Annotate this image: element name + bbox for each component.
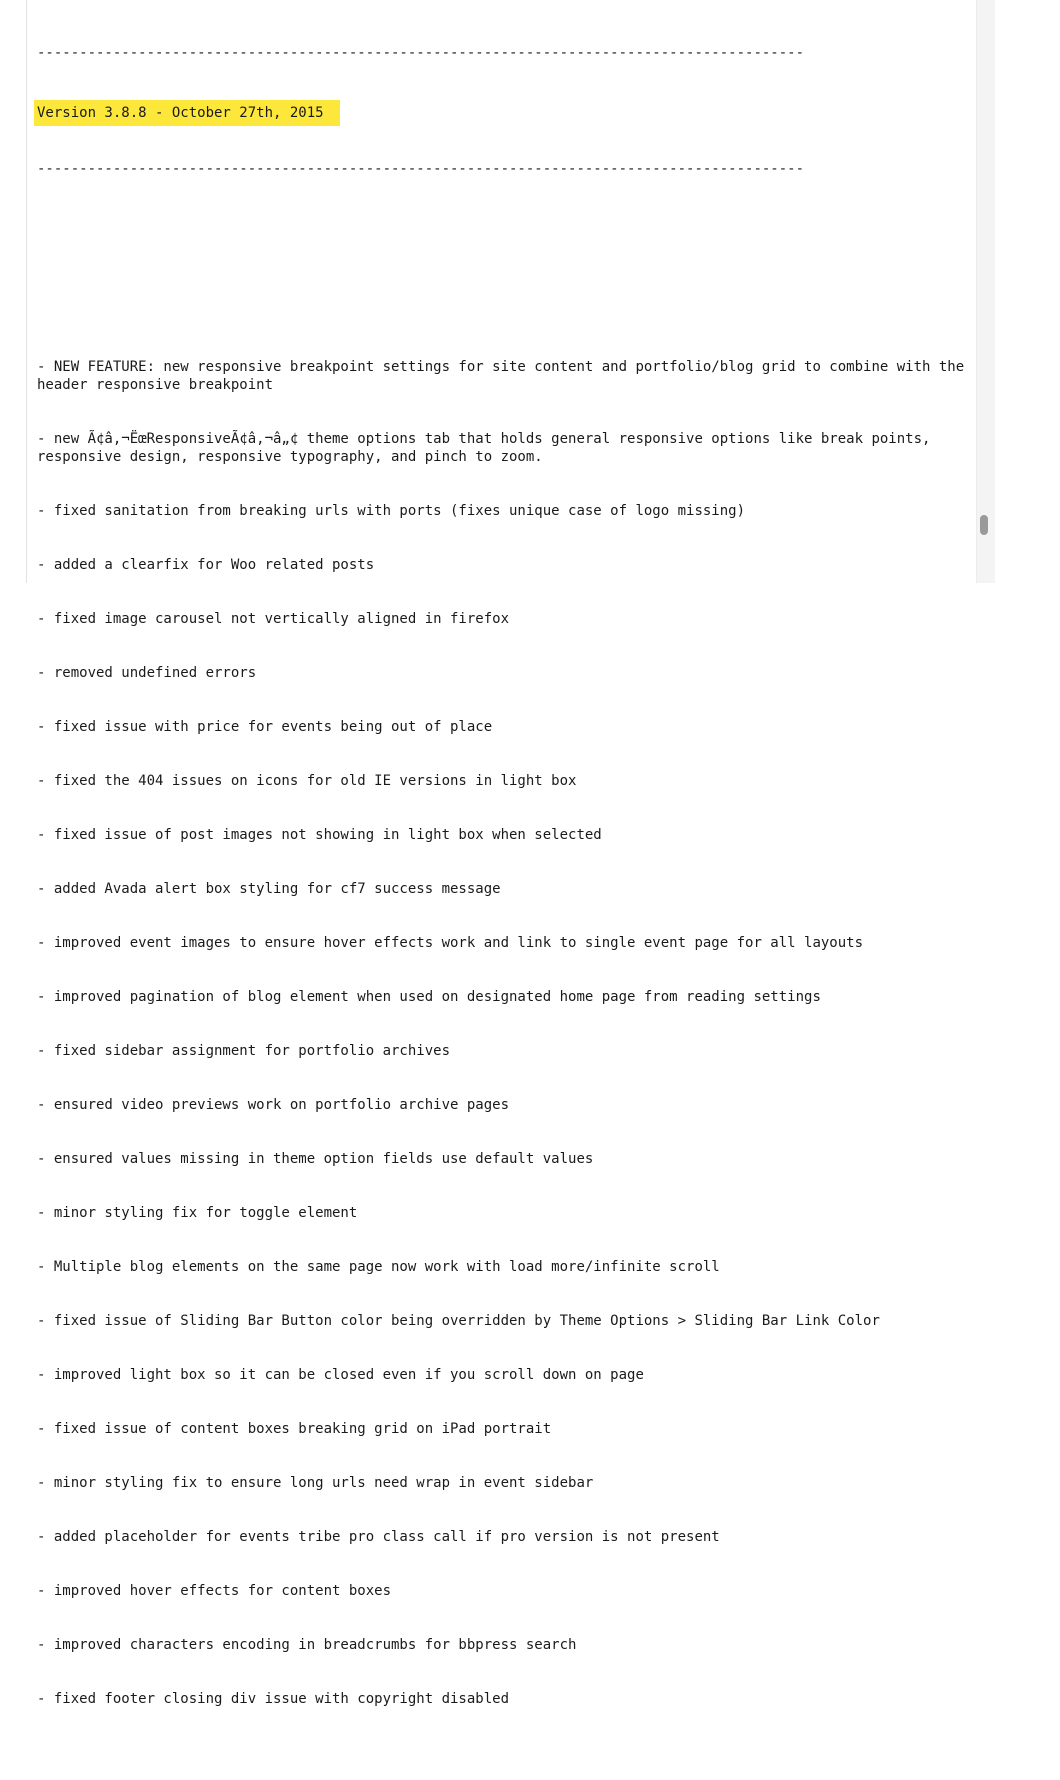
scrollbar-thumb[interactable] xyxy=(980,515,988,535)
changelog-item: - fixed issue with price for events being out of place xyxy=(37,719,493,735)
changelog-item: - improved hover effects for content boxes xyxy=(37,1583,392,1599)
changelog-item: - improved light box so it can be closed even if you scroll down on page xyxy=(37,1367,644,1383)
changelog-text xyxy=(37,8,972,1780)
changelog-item: - fixed image carousel not vertically aligned in firefox xyxy=(37,611,510,627)
version-heading-line xyxy=(37,98,972,124)
changelog-item: - minor styling fix for toggle element xyxy=(37,1205,358,1221)
blank-line xyxy=(37,214,972,232)
changelog-item: - removed undefined errors xyxy=(37,665,257,681)
left-margin-line xyxy=(26,0,27,583)
changelog-item: - added a clearfix for Woo related posts xyxy=(37,557,375,573)
changelog-item: - improved characters encoding in breadcrumbs for bbpress search xyxy=(37,1637,577,1653)
separator-bottom: ------------------------------------------------------------------------------------------- xyxy=(37,161,805,177)
changelog-item: - fixed footer closing div issue with copyright disabled xyxy=(37,1691,510,1707)
changelog-item: - added placeholder for events tribe pro class call if pro version is not present xyxy=(37,1529,720,1545)
changelog-item: - NEW FEATURE: new responsive breakpoint settings for site content and portfolio/blog grid to combine with the header responsive breakpoint xyxy=(37,359,973,393)
changelog-item: - Multiple blog elements on the same page now work with load more/infinite scroll xyxy=(37,1259,720,1275)
changelog-item: - fixed sidebar assignment for portfolio archives xyxy=(37,1043,451,1059)
changelog-item: - fixed issue of content boxes breaking grid on iPad portrait xyxy=(37,1421,552,1437)
changelog-item: - ensured video previews work on portfolio archive pages xyxy=(37,1097,510,1113)
changelog-item: - improved event images to ensure hover effects work and link to single event page for all layouts xyxy=(37,935,864,951)
changelog-item: - added Avada alert box styling for cf7 success message xyxy=(37,881,501,897)
changelog-item: - fixed the 404 issues on icons for old IE versions in light box xyxy=(37,773,577,789)
changelog-item: - ensured values missing in theme option fields use default values xyxy=(37,1151,594,1167)
changelog-item: - new Ã¢â‚¬ËœResponsiveÃ¢â‚¬â„¢ theme options tab that holds general responsive options like break points, responsive design, responsive typography, and pinch to zoom. xyxy=(37,431,939,465)
changelog-item: - fixed issue of Sliding Bar Button color being overridden by Theme Options > Sliding Bar Link Color xyxy=(37,1313,880,1329)
separator-top: ------------------------------------------------------------------------------------------- xyxy=(37,45,805,61)
scrollbar-track[interactable] xyxy=(976,0,995,583)
changelog-item: - fixed issue of post images not showing in light box when selected xyxy=(37,827,602,843)
changelog-item: - improved pagination of blog element when used on designated home page from reading settings xyxy=(37,989,821,1005)
version-heading: Version 3.8.8 - October 27th, 2015 xyxy=(34,100,340,126)
changelog-item: - minor styling fix to ensure long urls need wrap in event sidebar xyxy=(37,1475,594,1491)
blank-line xyxy=(37,268,972,286)
changelog-item: - fixed sanitation from breaking urls with ports (fixes unique case of logo missing) xyxy=(37,503,746,519)
changelog-list xyxy=(37,322,972,1744)
